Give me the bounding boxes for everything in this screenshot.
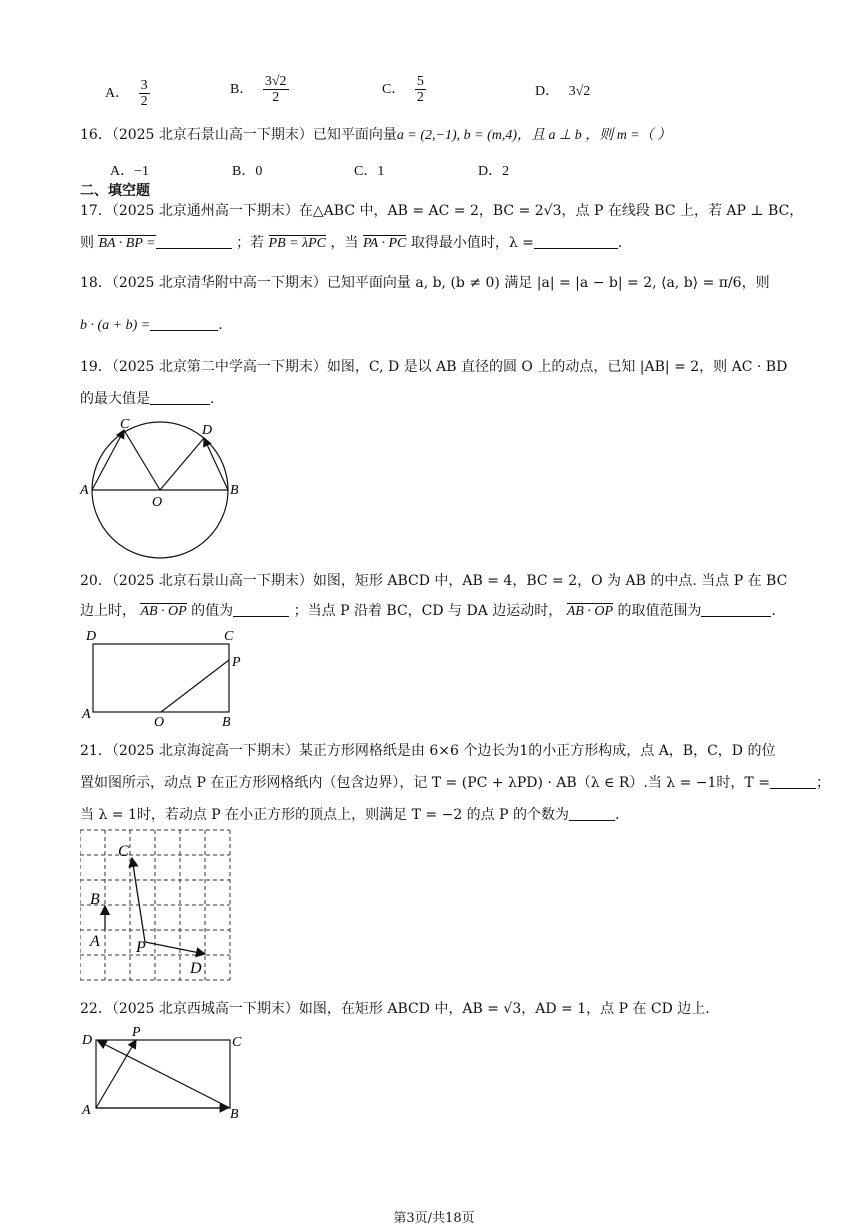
q22-label-c: C (232, 1035, 242, 1050)
q22-rectangle-figure (78, 1024, 248, 1124)
q19-line1: 19．（2025 北京第二中学高一下期末）如图，C, D 是以 AB 直径的圆 O 上的动点，已知 |AB| = 2，则 AC · BD (80, 359, 788, 375)
q16-option-a: A．−1 (110, 164, 150, 179)
q20-label-b: B (222, 715, 231, 730)
q20-label-c: C (224, 629, 234, 644)
q21-line2: 置如图所示，动点 P 在正方形网格纸内（包含边界），记 T = (PC + λPD) · AB（λ ∈ R）.当 λ = −1时，T = ； (80, 775, 830, 791)
q21-label-d: D (190, 960, 202, 977)
q22-label-b: B (230, 1107, 239, 1122)
q17-line2: 则 BA · BP = ；若 PB = λPC ，当 PA · PC 取得最小值时，λ = . (80, 235, 623, 251)
q20-line2: 边上时， AB · OP 的值为 ；当点 P 沿着 BC，CD 与 DA 边运动时， AB · OP 的取值范围为 . (80, 603, 776, 619)
q22-label-d: D (82, 1033, 93, 1048)
q18-line2: b · (a + b) = . (80, 317, 223, 333)
q19-line2: 的最大值是 . (80, 391, 215, 407)
q16-option-c: C．1 (354, 164, 385, 179)
q21-label-a: A (90, 933, 100, 950)
q17-line1: 17．（2025 北京通州高一下期末）在△ABC 中，AB = AC = 2，BC = 2√3，点 P 在线段 BC 上，若 AP ⊥ BC， (80, 203, 804, 219)
q20-rectangle-figure (80, 626, 250, 730)
q20-label-a: A (82, 707, 91, 722)
q20-line1: 20．（2025 北京石景山高一下期末）如图，矩形 ABCD 中，AB = 4，BC = 2，O 为 AB 的中点. 当点 P 在 BC (80, 573, 788, 589)
q18-line1: 18．（2025 北京清华附中高一下期末）已知平面向量 a, b, (b ≠ 0) 满足 |a| = |a − b| = 2, ⟨a, b⟩ = π/6，则 (80, 275, 770, 291)
q20-label-d: D (86, 629, 97, 644)
q22-line1: 22．（2025 北京西城高一下期末）如图，在矩形 ABCD 中，AB = √3，AD = 1，点 P 在 CD 边上. (80, 1001, 710, 1017)
q21-label-p: P (136, 939, 146, 956)
q22-label-p: P (132, 1025, 141, 1040)
q20-label-p: P (232, 655, 241, 670)
q19-label-o: O (152, 495, 163, 510)
q21-line3: 当 λ = 1时，若动点 P 在小正方形的顶点上，则满足 T = −2 的点 P 的个数为 . (80, 807, 620, 823)
q16-stem: 16．（2025 北京石景山高一下期末）已知平面向量a = (2,−1), b = (m,4)，且 a ⊥ b ，则 m =（ ） (80, 127, 672, 143)
q20-label-o: O (154, 715, 165, 730)
q21-label-b: B (90, 891, 100, 908)
q15-option-d: D． 3√2 (535, 84, 591, 99)
q15-option-a: A． $\frac{3}{2}$ (105, 78, 148, 110)
q21-line1: 21．（2025 北京海淀高一下期末）某正方形网格纸是由 6×6 个边长为1的小正方形构成，点 A，B，C，D 的位 (80, 743, 776, 759)
q15-option-c: C． $\frac{5}{2}$ (382, 74, 424, 106)
q19-label-d: D (202, 423, 213, 438)
q16-option-d: D．2 (478, 164, 510, 179)
q21-grid-figure (80, 828, 236, 984)
q16-option-b: B．0 (232, 164, 263, 179)
q19-label-a: A (80, 483, 89, 498)
q22-label-a: A (82, 1103, 91, 1118)
q19-label-b: B (230, 483, 239, 498)
q19-circle-figure (78, 414, 258, 564)
section-title: 二、填空题 (80, 183, 150, 199)
q15-option-b: B． $\frac{3√2}{2}$ (230, 74, 287, 106)
q19-label-c: C (120, 417, 130, 432)
q21-label-c: C (118, 843, 129, 860)
page-footer: 第3页/共18页 (393, 1211, 475, 1226)
